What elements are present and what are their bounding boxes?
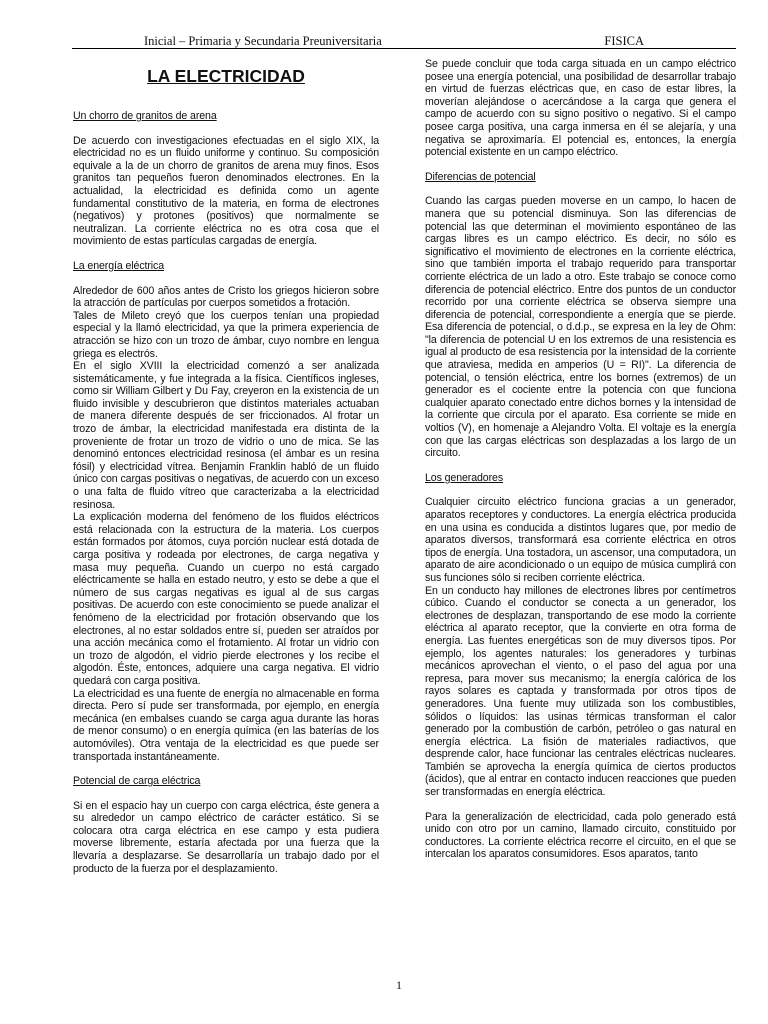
left-column	[73, 58, 379, 875]
paragraph: Alrededor de 600 años antes de Cristo los griegos hicieron sobre la atracción de partículas por cuerpos sometidos a frotación.	[73, 284, 379, 310]
paragraph: La explicación moderna del fenómeno de los fluidos eléctricos está relacionada con la estructura de la materia. Los cuerpos están formados por átomos, cuya porción nuclear está dotada de carga positiva y rodeada por electrones, de carga negativa y masa muy pequeña. Cuando un cuerpo no está cargado eléctricamente se halla en estado neutro, y esto se debe a que el número de sus cargas negativas es igual al de sus cargas positivas. De acuerdo con este conocimiento se puede analizar el fenómeno de la electricidad por frotación observando que los electrones, al no estar soldados entre sí, pueden ser atraídos por una acción mecánica como el frotamiento. Al frotar un vidrio con un trozo de algodón, el vidrio pierde electrones y los recibe el algodón. Éste, entonces, adquiere una carga negativa. El vidrio quedará con carga positiva.	[73, 511, 379, 687]
paragraph: Si en el espacio hay un cuerpo con carga eléctrica, éste genera a su alrededor un campo eléctrico de carácter estático. Si se colocara otra carga eléctrica en ese campo y esta pudiera moverse libremente, estaría afectada por una fuerza que la llevaría a desplazarse. Se desarrollaría un trabajo dado por el producto de la fuerza por el desplazamiento.	[73, 799, 379, 875]
page-number: 1	[396, 978, 402, 992]
paragraph: Cuando las cargas pueden moverse en un campo, lo hacen de manera que su potencial disminuya. Son las diferencias de potencial las que determinan el movimiento espontáneo de las cargas libres es un campo eléctrico. Es decir, no sólo es significativo el movimiento de electrones en la corriente eléctrica, sino que también importa el trabajo requerido para transportar corriente eléctrica de un lado a otro. Este trabajo se conoce como diferencia de potencial eléctrico. Entre dos puntos de un conductor recorrido por una corriente eléctrica se observa siempre una diferencia de potencial, correspondiente a energía que se pierde. Esa diferencia de potencial, o d.d.p., se expresa en la ley de Ohm: "la diferencia de potencial U en los extremos de una resistencia es igual al producto de esa resistencia por la intensidad de la corriente que atraviesa, medida en amperios (U = RI)". La diferencia de potencial, o tensión eléctrica, entre los bornes (extremos) de un generador es el cociente entre la potencia con que funciona cualquier aparato conectado entre dichos bornes y la intensidad de la corriente que circula por el aparato. Esa corriente se mide en voltios (V), en homenaje a Alejandro Volta. El voltaje es la energía con que las cargas eléctricas son desplazadas a los largo de un circuito.	[425, 195, 736, 460]
section-heading-potencial: Potencial de carga eléctrica	[73, 775, 201, 788]
paragraph: En el siglo XVIII la electricidad comenzó a ser analizada sistemáticamente, y fue integrada a la física. Científicos ingleses, como sir William Gilbert y Du Fay, creyeron en la existencia de un fluido invisible y descubrieron que distintos materiales actuaban de manera diferente después de ser friccionados. Al frotar un trozo de ámbar, la electricidad manifestada era distinta de la proveniente de frotar un trozo de vidrio o uno de mica. Se las denominó entonces electricidad resinosa (el ámbar es un resina fósil) y electricidad vítrea. Benjamin Franklin habló de un fluido único con cargas positivas o negativas, de acuerdo con un exceso o una falta de fluido vítreo que caracterizaba a la electricidad resinosa.	[73, 360, 379, 511]
paragraph: La electricidad es una fuente de energía no almacenable en forma directa. Pero sí pude ser transformada, por ejemplo, en energía mecánica (en embalses cuando se carga agua durante las horas de menor consumo) o en energía química (en las baterías de los automóviles). Otra ventaja de la electricidad es que puede ser transportada instantáneamente.	[73, 687, 379, 763]
right-column	[425, 58, 736, 861]
paragraph: Tales de Mileto creyó que los cuerpos tenían una propiedad especial y la llamó electricidad, ya que la primera experiencia de atracción se hizo con un trozo de ámbar, cuyo nombre en lengua griega es electrós.	[73, 309, 379, 360]
document-title: LA ELECTRICIDAD	[147, 66, 305, 86]
header-school-name: Inicial – Primaria y Secundaria Preuniversitaria	[144, 34, 382, 48]
section-heading-chorro: Un chorro de granitos de arena	[73, 110, 217, 122]
paragraph: En un conducto hay millones de electrones libres por centímetros cúbico. Cuando el conductor se conecta a un generador, los electrones de desplazan, transportando de ese modo la corriente eléctrica al aparato receptor, que la convierte en otra forma de energía. Las fuentes energéticas son de muy diversos tipos. Por ejemplo, los agentes naturales: los generadores y turbinas mecánicos aprovechan el viento, o el paso del agua por una represa, para mover sus mecanismo; la energía calórica de los rayos solares es captada y transformada por otros tipos de generadores. Una fuente muy utilizada son los combustibles, sólidos o líquidos: las usinas térmicas transforman el calor generado por la combustión de carbón, petróleo o gas natural en energía eléctrica. La fisión de materiales radiactivos, que desprende calor, hace funcionar las centrales eléctricas nucleares. También se aprovecha la energía química de ciertos productos (ácidos), que al entrar en contacto inducen reacciones que pueden ser transformadas en energía eléctrica.	[425, 584, 736, 799]
paragraph: Cualquier circuito eléctrico funciona gracias a un generador, aparatos receptores y conductores. La energía eléctrica producida en una usina es conducida a distintos lugares que, por medio de aparatos diversos, transformará esa corriente eléctrica en otros tipos de energía. Una tostadora, un ascensor, una computadora, un aparato de aire acondicionado o un equipo de música cumplirá con sus funciones sólo si reciben corriente eléctrica.	[425, 496, 736, 584]
section-heading-generadores: Los generadores	[425, 471, 504, 484]
section-heading-energia: La energía eléctrica	[73, 259, 165, 272]
paragraph: De acuerdo con investigaciones efectuadas en el siglo XIX, la electricidad no es un fluido uniforme y continuo. Su composición equivale a la de un chorro de granitos de arena muy finos. Esos granitos tan pequeños fueron denominados electrones. En la actualidad, la electricidad es definida como un agente fundamental constitutivo de la materia, en forma de electrones (negativos) y protones (positivos) que normalmente se neutralizan. La corriente eléctrica no es otra cosa que el movimiento de estas partículas cargadas de energía.	[73, 134, 379, 248]
header-subject: FISICA	[604, 34, 644, 48]
paragraph: Se puede concluir que toda carga situada en un campo eléctrico posee una energía potencial, una posibilidad de desarrollar trabajo en virtud de fuerzas eléctricas que, en caso de estar libres, la moverían alejándose o acercándose a la carga que genera el campo de acuerdo con su signo positivo o negativo. Si el campo posee carga positiva, una carga inmersa en él se alejaría, y una negativa se aproximaría. El potencial es, entonces, la energía potencial existente en un campo eléctrico.	[425, 58, 736, 159]
page-header	[72, 34, 736, 49]
section-heading-diferencias: Diferencias de potencial	[425, 170, 536, 183]
paragraph: Para la generalización de electricidad, cada polo generado está unido con otro por un camino, llamado circuito, constituido por conductores. La corriente eléctrica recorre el circuito, en el que se intercalan los aparatos consumidores. Esos aparatos, tanto	[425, 810, 736, 861]
